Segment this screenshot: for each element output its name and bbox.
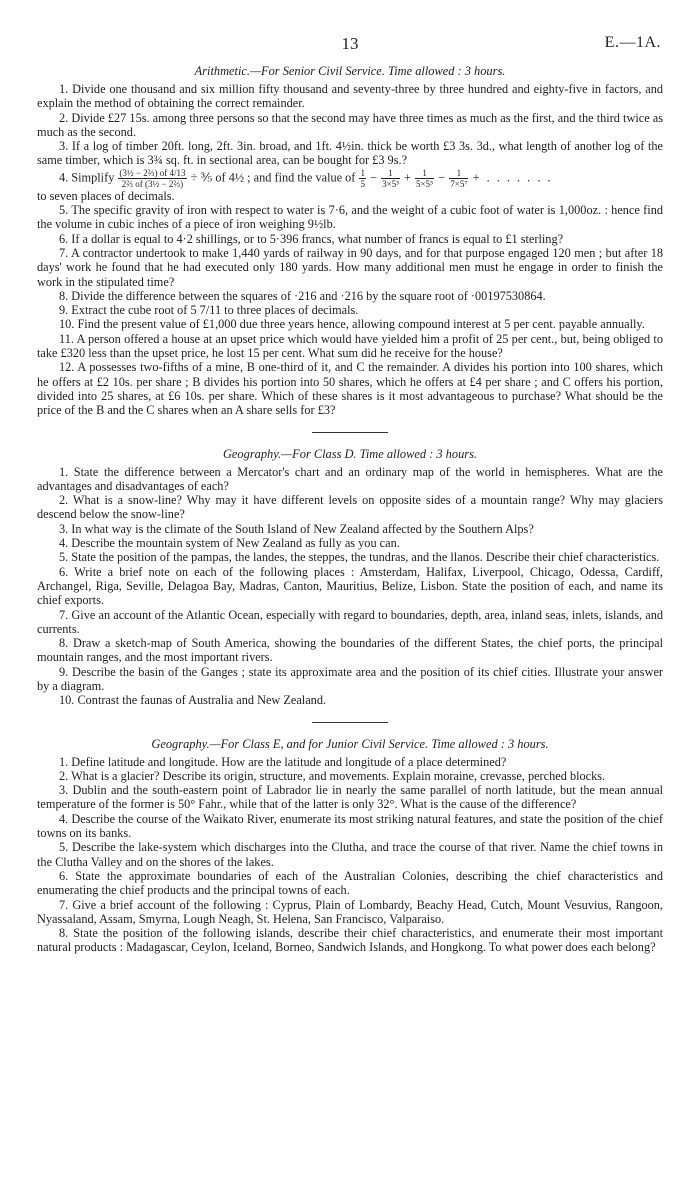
fraction-numerator: 1 (415, 168, 434, 179)
fraction-numerator: (3½ − 2⅔) of 4/13 (119, 167, 186, 178)
page-header (37, 34, 663, 58)
section-title: Geography.—For Class E, and for Junior Civil Service. Time allowed : 3 hours. (151, 736, 549, 751)
fraction-denominator: 3×5³ (382, 178, 399, 189)
question-item: 10. Contrast the faunas of Australia and New Zealand. (59, 693, 327, 708)
fraction (118, 168, 186, 189)
document-reference: E.—1A. (604, 34, 661, 51)
question-item: 2. What is a glacier? Describe its origin, structure, and movements. Explain moraine, crevasse, perched blocks. (59, 768, 606, 783)
question-item: 3. If a log of timber 20ft. long, 2ft. 3in. broad, and 1ft. 4½in. thick be worth £3 3s. 3d., what length of another log of the same timber, which is 3¾ sq. ft. in sectional area, can be bought for £3 9s.? (37, 139, 663, 168)
question-item (37, 168, 663, 189)
question-continuation: to seven places of decimals. (37, 188, 175, 203)
question-item: 3. In what way is the climate of the South Island of New Zealand affected by the Southern Alps? (59, 521, 534, 536)
question-item: 4. Describe the course of the Waikato River, enumerate its most striking natural features, and state the position of the chief towns on its banks. (37, 811, 663, 841)
question-item: 9. Extract the cube root of 5 7/11 to three places of decimals. (59, 303, 359, 318)
fraction-denominator: 7×5⁷ (450, 178, 468, 189)
question-item: 7. A contractor undertook to make 1,440 yards of railway in 90 days, and for that purpose engaged 120 men ; but after 18 days' work he found that he had executed only 180 yards. How many additional men must he engage in order to finish the work in the stipulated time? (37, 245, 663, 289)
question-item: 8. Divide the difference between the squares of ·216 and ·216 by the square root of ·00197530864. (59, 288, 546, 303)
series-continuation: + . . . . . . . (472, 170, 553, 185)
question-item: 2. Divide £27 15s. among three persons so that the second may have three times as much as the first, and the third twice as much as the second. (37, 110, 663, 139)
page-number: 13 (341, 34, 359, 53)
fraction-denominator: 5 (360, 178, 365, 189)
operator: − (370, 170, 377, 185)
question-item: 1. Define latitude and longitude. How are the latitude and longitude of a place determined? (59, 754, 507, 769)
question-item: 8. Draw a sketch-map of South America, showing the boundaries of the different States, the chief ports, the principal mountain ranges, and the most important rivers. (37, 636, 663, 665)
question-item: 7. Give a brief account of the following : Cyprus, Plain of Lombardy, Beachy Head, Cutch, Mount Vesuvius, Rangoon, Nyassaland, Assam, Smyrna, Lough Neagh, St. Helena, San Francisco, Valparaiso. (37, 897, 663, 926)
exam-content (37, 64, 663, 955)
fraction (359, 168, 366, 189)
question-item: 5. State the position of the pampas, the landes, the steppes, the tundras, and the llanos. Describe their chief characteristics. (59, 550, 660, 565)
question-item: 11. A person offered a house at an upset price which would have yielded him a profit of 25 per cent., but, being obliged to take £320 less than the upset price, he lost 15 per cent. What sum did he receive for the house? (37, 331, 663, 361)
fraction-numerator: 1 (360, 167, 365, 178)
exam-page (37, 34, 663, 955)
question-item: 9. Describe the basin of the Ganges ; state its approximate area and the position of its chief cities. Illustrate your answer by a diagram. (37, 664, 663, 693)
operator: − (438, 170, 446, 185)
question-item: 5. The specific gravity of iron with respect to water is 7·6, and the weight of a cubic foot of water is 1,000oz. : hence find the volume in cubic inches of a piece of iron weighing 9½lb. (37, 203, 663, 232)
question-item: 5. Describe the lake-system which discharges into the Clutha, and trace the course of that river. Name the chief towns in the Clutha Valley and on the shores of the lakes. (37, 840, 663, 869)
question-item: 12. A possesses two-fifths of a mine, B one-third of it, and C the remainder. A divides his portion into 100 shares, which he offers at £2 10s. per share ; B divides his portion into 50 shares, which he offers at £4 per share ; and C offers his portion, divided into 25 shares, at £6 10s. per share. Which of these shares is it most advantageous to purchase? What should be the price of the B and the C shares when an A share sells for £3? (37, 360, 663, 418)
question-item: 4. Describe the mountain system of New Zealand as fully as you can. (59, 536, 400, 551)
fraction (449, 168, 468, 189)
section-title: Arithmetic.—For Senior Civil Service. Time allowed : 3 hours. (194, 64, 506, 78)
fraction-numerator: 1 (449, 168, 468, 179)
question-item: 10. Find the present value of £1,000 due three years hence, allowing compound interest at 5 per cent. payable annually. (59, 317, 645, 332)
section-divider (312, 722, 388, 723)
question-item: 1. State the difference between a Mercator's chart and an ordinary map of the world in hemispheres. What are the advantages and disadvantages of each? (37, 464, 663, 493)
question-text: ÷ ⅗ of 4½ ; and find the value of (190, 170, 356, 185)
question-item: 6. State the approximate boundaries of each of the Australian Colonies, describing the chief characteristics and enumerating the chief products and the principal towns of each. (37, 868, 663, 898)
section-title: Geography.—For Class D. Time allowed : 3 hours. (222, 446, 478, 461)
question-item: 6. If a dollar is equal to 4·2 shillings, or to 5·396 francs, what number of francs is equal to £1 sterling? (59, 231, 564, 246)
question-item: 8. State the position of the following islands, describe their chief characteristics, and enumerate their most important natural products : Madagascar, Ceylon, Iceland, Borneo, Sandwich Islands, and Hongkong. To what power does each belong? (37, 926, 663, 955)
fraction (381, 168, 400, 189)
question-item: 6. Write a brief note on each of the following places : Amsterdam, Halifax, Liverpool, Chicago, Odessa, Cardiff, Archangel, Riga, Seville, Delagoa Bay, Madras, Canton, Mauritius, Belize, Lisbon. State the position of each, and name its chief exports. (37, 564, 663, 608)
question-item: 7. Give an account of the Atlantic Ocean, especially with regard to boundaries, depth, area, inland seas, inlets, islands, and currents. (37, 607, 663, 636)
question-item: 2. What is a snow-line? Why may it have different levels on opposite sides of a mountain range? Why may glaciers descend below the snow-line? (37, 493, 663, 522)
fraction-denominator: 5×5⁵ (415, 178, 434, 189)
fraction (415, 168, 434, 189)
question-text: 4. Simplify (59, 170, 115, 185)
fraction-denominator: 2⅔ of (3½ − 2⅔) (121, 178, 184, 189)
question-item: 1. Divide one thousand and six million fifty thousand and seventy-three by three hundred and eighty-five in factors, and explain the method of obtaining the correct remainder. (37, 82, 663, 111)
section-divider (312, 432, 388, 433)
fraction-numerator: 1 (381, 168, 400, 179)
question-item: 3. Dublin and the south-eastern point of Labrador lie in nearly the same parallel of north latitude, but the mean annual temperature of the former is 50° Fahr., while that of the latter is only 32°. What is the cause of the difference? (37, 783, 663, 812)
operator: + (403, 170, 411, 185)
